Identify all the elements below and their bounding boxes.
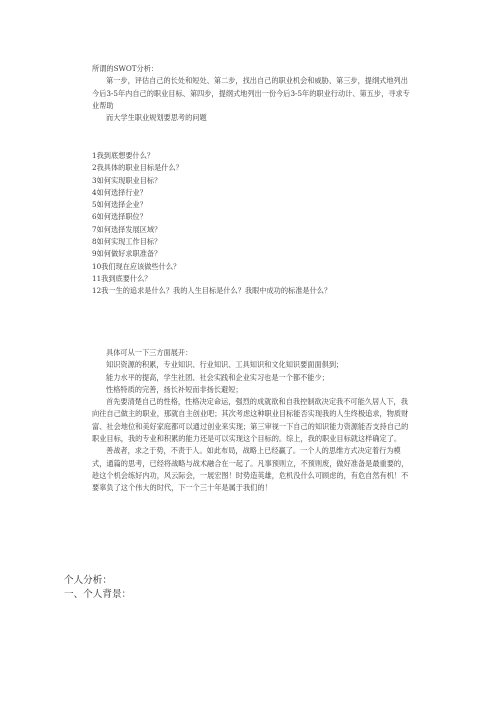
question-item: 8如何实现工作目标？ [92, 237, 162, 247]
aspect-item: 知识资源的积累，专业知识、行业知识、工具知识和文化知识要面面俱到； [106, 360, 344, 370]
aspects-intro: 具体可从一下三方面展开： [106, 348, 193, 357]
questions-list [92, 150, 412, 298]
aspects-section [92, 347, 412, 495]
questions-intro: 而大学生职业规划要思考的问题 [106, 113, 207, 123]
personal-analysis-heading: 个人分析： [64, 575, 112, 586]
question-item: 1我到底想要什么？ [92, 151, 155, 160]
aspect-item: 性格特质的完善，扬长补短而非扬长避短； [106, 384, 243, 394]
question-item: 2我具体的职业目标是什么？ [92, 163, 183, 173]
question-item: 7如何选择发展区域？ [92, 224, 162, 234]
aspect-item: 能力水平的提高，学生社团、社会实践和企业实习也是一个都不能少； [106, 372, 329, 382]
question-item: 12我一生的追求是什么？我的人生目标是什么？我眼中成功的标准是什么？ [92, 286, 332, 296]
question-item: 11我到底要什么？ [92, 273, 152, 283]
question-item: 3如何实现职业目标？ [92, 175, 162, 185]
question-item: 4如何选择行业？ [92, 187, 147, 197]
question-item: 6如何选择职位？ [92, 212, 147, 222]
body-paragraph: 善战者，求之于势，不责于人。如此布局，战略上已经赢了。一个人的思维方式决定着行为模式，通篇的思考，已经将战略与战术融合在一起了。凡事预则立，不预则废，做好准备是最重要的，趁这个机会练好内功，风云际会，一展宏图！时势造英雄，危机没什么可顾虑的，有危自然有机！不要辜负了这个伟大的时代，下一个三十年是属于我们的！ [92, 446, 409, 493]
swot-heading: 所谓的SWOT分析： [92, 64, 159, 73]
swot-steps-paragraph: 第一步，评估自己的长处和短处、第二步，找出自己的职业机会和威胁、第三步，提纲式地列出今后3-5年内自己的职业目标、第四步，提纲式地列出一份今后3-5年的职业行动计、第五步，寻求专业帮助 [92, 76, 410, 110]
question-item: 5如何选择企业？ [92, 200, 147, 210]
body-paragraph: 首先要清楚自己的性格，性格决定命运，强烈的成就欲和自我控制欲决定我不可能久居人下，我向往自己做主的职业，那就自主创业吧；其次考虑这种职业目标能否实现我的人生终极追求，物质财富、社会地位和美好家庭都可以通过创业来实现；第三审视一下自己的知识能力资源能否支持自己的职业目标，我的专业和积累的能力还是可以实现这个目标的。综上，我的职业目标就这样确定了。 [92, 397, 409, 444]
question-item: 10我们现在应该做些什么？ [92, 261, 181, 271]
personal-background-heading: 一、个人背景： [64, 589, 132, 600]
question-item: 9如何做好求职准备？ [92, 249, 162, 259]
swot-section [92, 63, 412, 124]
